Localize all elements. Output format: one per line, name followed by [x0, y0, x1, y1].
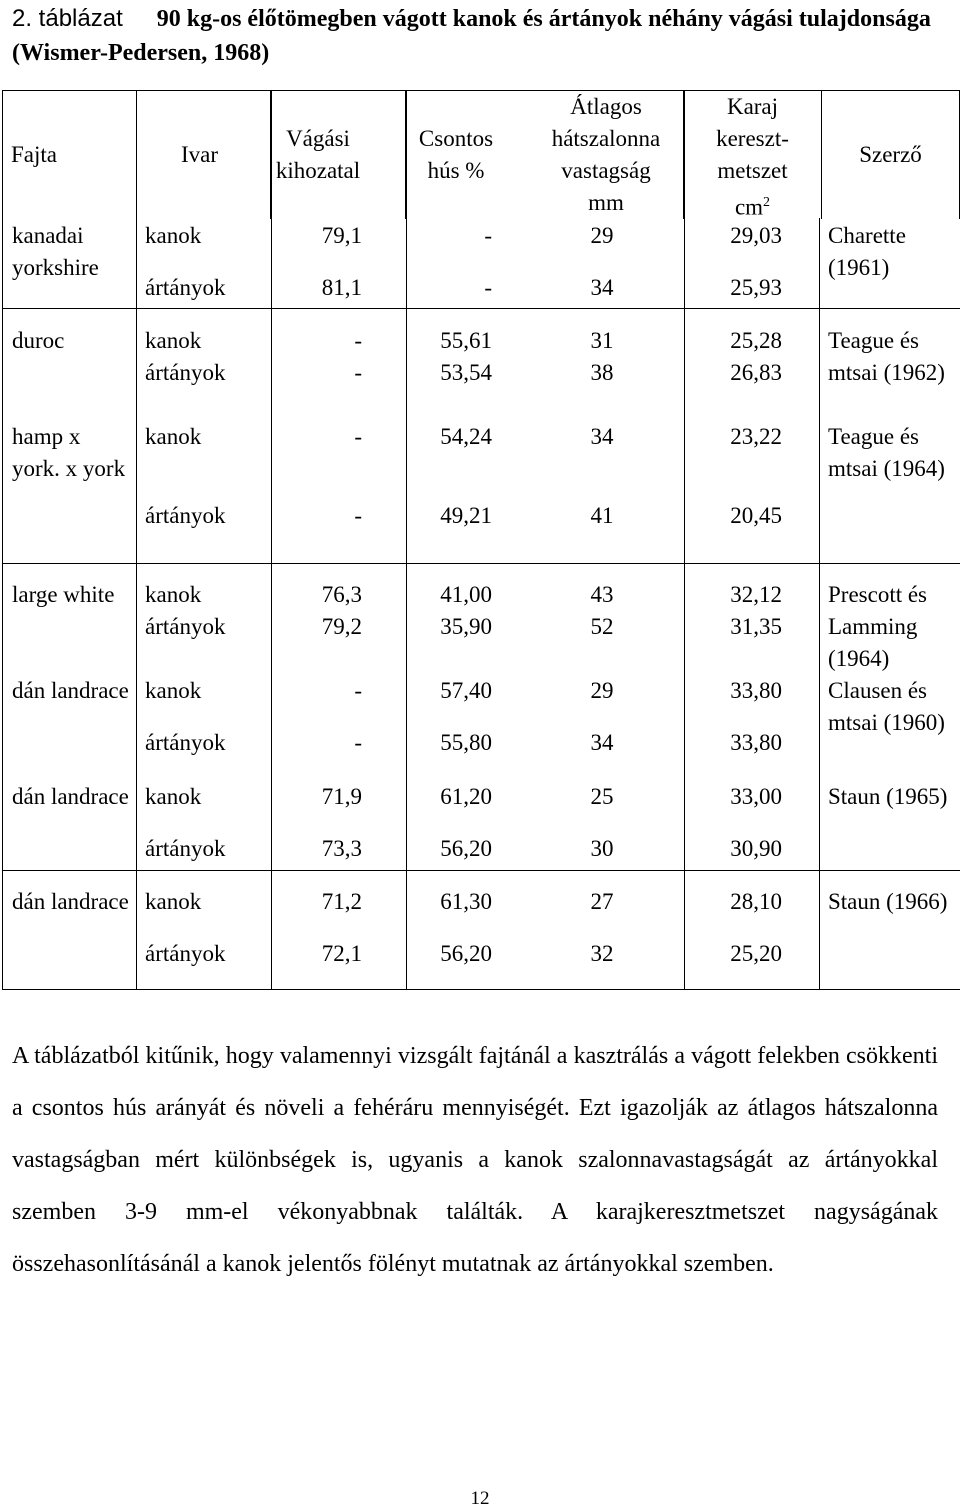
cell-csontos: 55,80: [440, 730, 492, 755]
header-vagasi: Vágási kihozatal: [271, 91, 406, 220]
cell-hatszalonna: 29: [590, 223, 614, 248]
cell-vagasi: -: [354, 503, 362, 528]
cell-vagasi: 79,1: [321, 223, 362, 248]
cell-szerzo: Prescott és Lamming (1964): [828, 582, 928, 671]
cell-hatszalonna: 25: [590, 784, 614, 809]
table-rows: [2, 218, 959, 989]
cell-vagasi: 73,3: [321, 836, 362, 861]
cell-csontos: 49,21: [440, 503, 492, 528]
cell-csontos: 35,90: [440, 614, 492, 639]
cell-vagasi: -: [354, 328, 362, 353]
cell-hatszalonna: 38: [590, 360, 614, 385]
cell-szerzo: Teague és mtsai (1964): [828, 424, 945, 481]
cell-karaj: 29,03: [730, 223, 782, 248]
cell-ivar: kanok: [145, 582, 202, 607]
cell-hatszalonna: 31: [590, 328, 614, 353]
header-csontos-atlagos: Csontos hús % Átlagos hátszalonna vastagság mm: [406, 91, 684, 220]
cell-ivar: ártányok: [145, 836, 226, 861]
cell-ivar: kanok: [145, 678, 202, 703]
cell-ivar: ártányok: [145, 360, 226, 385]
cell-szerzo: Teague és mtsai (1962): [828, 328, 945, 385]
cell-karaj: 25,20: [730, 941, 782, 966]
cell-csontos: 57,40: [440, 678, 492, 703]
cell-karaj: 32,12: [730, 582, 782, 607]
cell-ivar: kanok: [145, 328, 202, 353]
cell-vagasi: 72,1: [321, 941, 362, 966]
cell-ivar: ártányok: [145, 503, 226, 528]
header-szerzo: Szerző: [822, 91, 960, 220]
cell-csontos: 54,24: [440, 424, 492, 449]
cell-fajta: dán landrace: [12, 784, 129, 809]
cell-fajta: kanadai yorkshire: [12, 223, 99, 280]
cell-ivar: ártányok: [145, 941, 226, 966]
cell-vagasi: 81,1: [321, 275, 362, 300]
cell-csontos: 56,20: [440, 941, 492, 966]
cell-fajta: large white: [12, 582, 115, 607]
cell-karaj: 25,93: [730, 275, 782, 300]
cell-ivar: kanok: [145, 784, 202, 809]
body-paragraph: A táblázatból kitűnik, hogy valamennyi vizsgált fajtánál a kasztrálás a vágott felekben csökkenti a csontos hús arányát és növeli a fehéráru mennyiségét. Ezt igazolják az átlagos hátszalonna vastagságban mért különbségek is, ugyanis a kanok szalonnavastagságát az ártányokkal szemben 3-9 mm-el vékonyabbnak találták. A karajkeresztmetszet nagyságának összehasonlításánál a kanok jelentős fölényt mutatnak az ártányokkal szemben.: [12, 1043, 938, 1277]
cell-ivar: ártányok: [145, 614, 226, 639]
header-karaj: Karaj kereszt- metszet $cm^2$: [684, 91, 822, 220]
cell-szerzo: Staun (1965): [828, 784, 948, 809]
cell-hatszalonna: 41: [590, 503, 614, 528]
cell-karaj: 30,90: [730, 836, 782, 861]
cell-ivar: kanok: [145, 223, 202, 248]
header-row: [3, 91, 960, 220]
cell-vagasi: -: [354, 360, 362, 385]
cell-hatszalonna: 52: [590, 614, 614, 639]
table-caption: [12, 2, 942, 70]
cell-hatszalonna: 43: [590, 582, 614, 607]
cell-vagasi: -: [354, 424, 362, 449]
cell-fajta: dán landrace: [12, 678, 129, 703]
cell-csontos: -: [484, 275, 492, 300]
cell-csontos: 61,20: [440, 784, 492, 809]
cell-hatszalonna: 34: [590, 730, 614, 755]
cell-szerzo: Staun (1966): [828, 889, 948, 914]
cell-csontos: 56,20: [440, 836, 492, 861]
cell-karaj: 26,83: [730, 360, 782, 385]
cell-csontos: 41,00: [440, 582, 492, 607]
cell-csontos: 55,61: [440, 328, 492, 353]
cell-ivar: kanok: [145, 889, 202, 914]
cell-hatszalonna: 32: [590, 941, 614, 966]
caption-label: 2. táblázat: [12, 5, 123, 32]
cell-ivar: ártányok: [145, 275, 226, 300]
cell-hatszalonna: 34: [590, 424, 614, 449]
cell-hatszalonna: 30: [590, 836, 614, 861]
cell-vagasi: -: [354, 678, 362, 703]
cell-vagasi: 76,3: [321, 582, 362, 607]
cell-karaj: 23,22: [730, 424, 782, 449]
cell-karaj: 28,10: [730, 889, 782, 914]
cell-csontos: -: [484, 223, 492, 248]
cell-vagasi: 71,9: [321, 784, 362, 809]
cell-karaj: 25,28: [730, 328, 782, 353]
cell-karaj: 20,45: [730, 503, 782, 528]
cell-ivar: ártányok: [145, 730, 226, 755]
cell-fajta: dán landrace: [12, 889, 129, 914]
cell-szerzo: Charette (1961): [828, 223, 906, 280]
page-number: 12: [470, 1488, 490, 1509]
cell-vagasi: 79,2: [321, 614, 362, 639]
caption-title: 90 kg-os élőtömegben vágott kanok és ártányok néhány vágási tulajdonsága (Wismer-Pedersen, 1968): [12, 6, 931, 66]
data-table: [2, 90, 960, 219]
cell-szerzo: Clausen és mtsai (1960): [828, 678, 945, 735]
header-ivar: Ivar: [137, 91, 271, 220]
cell-karaj: 31,35: [730, 614, 782, 639]
header-fajta: Fajta: [3, 91, 137, 220]
cell-karaj: 33,00: [730, 784, 782, 809]
cell-hatszalonna: 29: [590, 678, 614, 703]
cell-vagasi: -: [354, 730, 362, 755]
cell-ivar: kanok: [145, 424, 202, 449]
cell-csontos: 61,30: [440, 889, 492, 914]
cell-hatszalonna: 27: [590, 889, 614, 914]
cell-fajta: duroc: [12, 328, 65, 353]
cell-hatszalonna: 34: [590, 275, 614, 300]
cell-karaj: 33,80: [730, 678, 782, 703]
cell-vagasi: 71,2: [321, 889, 362, 914]
cell-karaj: 33,80: [730, 730, 782, 755]
cell-csontos: 53,54: [440, 360, 492, 385]
cell-fajta: hamp x york. x york: [12, 424, 126, 481]
